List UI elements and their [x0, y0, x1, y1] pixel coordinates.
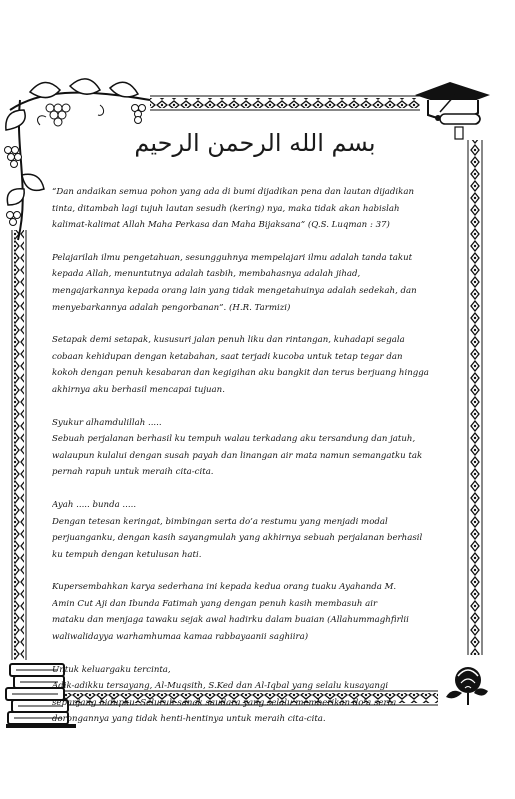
text-line: waliwalidayya warhamhumaa kamaa rabbayaanii saghiira) [52, 632, 309, 643]
text-line: kepada Allah, menuntutnya adalah tasbih, membahasnya adalah jihad, [52, 269, 361, 280]
text-line: tinta, ditambah lagi tujuh lautan sesudh (kering) nya, maka tidak akan habislah [52, 203, 400, 214]
text-line: Dengan tetesan keringat, bimbingan serta do’a restumu yang menjadi modal [52, 516, 388, 527]
text-line: mengajarkannya kepada orang lain yang tidak mengetahuinya adalah sedekah, dan [52, 285, 417, 296]
text-line: Setapak demi setapak, kususuri jalan penuh liku dan rintangan, kuhadapi segala [52, 335, 405, 346]
text-line: ku tempuh dengan ketulusan hati. [52, 549, 202, 560]
frame-right-border [470, 140, 480, 655]
text-line: Syukur alhamdulillah ..... [52, 417, 162, 428]
text-line: Amin Cut Aji dan Ibunda Fatimah yang dengan penuh kasih membasuh air [52, 598, 378, 609]
text-line: Untuk keluargaku tercinta, [52, 664, 171, 675]
graduation-cap-icon [415, 82, 490, 139]
text-line: cobaan kehidupan dengan ketabahan, saat terjadi kucoba untuk tetap tegar dan [52, 351, 403, 362]
paragraph-dedication [52, 579, 450, 645]
paragraph-family [52, 662, 450, 728]
text-line: Ayah ..... bunda ..... [52, 499, 137, 510]
text-line: perjuanganku, dengan kasih sayangmulah yang akhirnya sebuah perjalanan berhasil [52, 533, 423, 544]
text-line: Pelajarilah ilmu pengetahuan, sesungguhnya mempelajari ilmu adalah tanda takut [52, 252, 413, 263]
text-line: walaupun kulalui dengan susah payah dan linangan air mata namun semangatku tak [52, 450, 423, 461]
text-line: Sebuah perjalanan berhasil ku tempuh walau terkadang aku tersandung dan jatuh, [52, 434, 416, 445]
frame-left-border [14, 230, 24, 660]
quote-luqman [52, 184, 450, 234]
paragraph-gratitude [52, 415, 450, 481]
frame-top-border [150, 98, 420, 108]
quote-tarmizi [52, 250, 450, 316]
text-line: mataku dan menjaga tawaku sejak awal hadirku dalam buaian (Allahummaghfirlii [52, 615, 409, 626]
rose-icon [446, 667, 488, 705]
text-line: akhirnya aku berhasil mencapai tujuan. [52, 384, 225, 395]
text-line: kalimat-kalimat Allah Maha Perkasa dan Maha Bijaksana” (Q.S. Luqman : 37) [52, 220, 390, 231]
text-line: Kupersembahkan karya sederhana ini kepada kedua orang tuaku Ayahanda M. [52, 582, 397, 593]
text-line: pernah rapuh untuk meraih cita-cita. [52, 467, 214, 478]
text-line: menyebarkannya adalah pengorbanan”. (H.R. Tarmizi) [52, 302, 291, 313]
text-line: sepanjang hidupku. Seluruh sanak saudara yang selalu memberikan do’a serta [52, 697, 397, 708]
bismillah-heading: بسم الله الرحمن الرحيم [134, 129, 376, 157]
text-line: Adik-adikku tersayang, Al-Muqsith, S.Ked dan Al-Iqbal yang selalu kusayangi [52, 681, 389, 692]
text-line: kokoh dengan penuh kesabaran dan kegigihan aku bangkit dan terus berjuang hingga [52, 368, 429, 379]
text-line: “Dan andaikan semua pohon yang ada di bumi dijadikan pena dan lautan dijadikan [52, 187, 415, 197]
dedication-text [52, 184, 450, 742]
paragraph-parents [52, 497, 450, 563]
text-line: dorongannya yang tidak henti-hentinya untuk meraih cita-cita. [52, 714, 326, 725]
paragraph-journey [52, 332, 450, 398]
